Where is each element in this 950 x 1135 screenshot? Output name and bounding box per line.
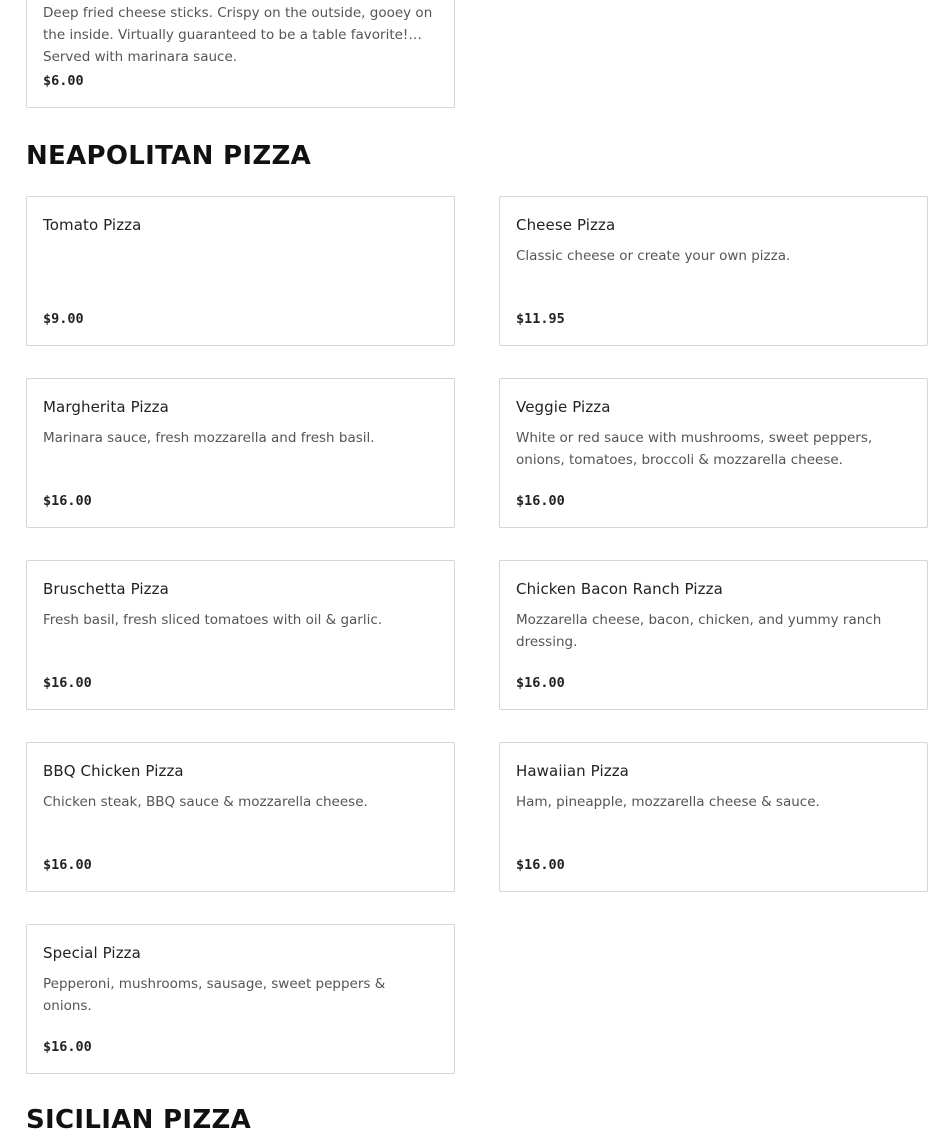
menu-item-description: Ham, pineapple, mozzarella cheese & sauce. [516,794,820,810]
menu-item-card[interactable] [26,378,455,528]
menu-item-name: BBQ Chicken Pizza [43,762,184,780]
menu-item-name: Margherita Pizza [43,398,169,416]
menu-item-card[interactable] [26,742,455,892]
menu-item-description: White or red sauce with mushrooms, sweet peppers, onions, tomatoes, broccoli & mozzarella cheese. [516,430,873,468]
menu-item-name: Veggie Pizza [516,398,611,416]
menu-item-name: Special Pizza [43,944,141,962]
menu-item-description: Chicken steak, BBQ sauce & mozzarella cheese. [43,794,368,810]
menu-item-description: Classic cheese or create your own pizza. [516,248,791,264]
menu-item-card[interactable] [499,560,928,710]
menu-item-name: Chicken Bacon Ranch Pizza [516,580,723,598]
menu-item-name: Bruschetta Pizza [43,580,169,598]
menu-item-price: $16.00 [516,675,565,691]
menu-item-price: $16.00 [516,493,565,509]
menu-item-card[interactable] [499,196,928,346]
menu-item-card[interactable] [26,560,455,710]
menu-item-price: $16.00 [43,675,92,691]
menu-item-card[interactable] [26,924,455,1074]
menu-item-price: $11.95 [516,311,565,327]
menu-item-description: Fresh basil, fresh sliced tomatoes with oil & garlic. [43,612,383,628]
section-title: NEAPOLITAN PIZZA [26,141,312,171]
menu-item-card[interactable] [26,196,455,346]
menu-item-name: Cheese Pizza [516,216,616,234]
menu-item-price: $16.00 [516,857,565,873]
menu-item-price: $16.00 [43,1039,92,1055]
section-title: SICILIAN PIZZA [26,1105,252,1135]
menu-item-card[interactable] [499,742,928,892]
menu-item-name: Tomato Pizza [43,216,142,234]
menu-item-card[interactable] [499,378,928,528]
menu-item-price: $16.00 [43,493,92,509]
menu-item-description: Mozzarella cheese, bacon, chicken, and yummy ranch dressing. [516,612,882,650]
menu-item-name: Hawaiian Pizza [516,762,629,780]
menu-item-price: $9.00 [43,311,84,327]
menu-item-price: $6.00 [43,73,84,89]
menu-item-description: Pepperoni, mushrooms, sausage, sweet peppers & onions. [43,976,386,1014]
menu-item-price: $16.00 [43,857,92,873]
menu-item-card[interactable] [26,0,455,108]
menu-item-description: Deep fried cheese sticks. Crispy on the outside, gooey on the inside. Virtually guaranteed to be a table favorite! Served with marinara sauce. [43,5,433,65]
menu-item-description: Marinara sauce, fresh mozzarella and fresh basil. [43,430,375,446]
